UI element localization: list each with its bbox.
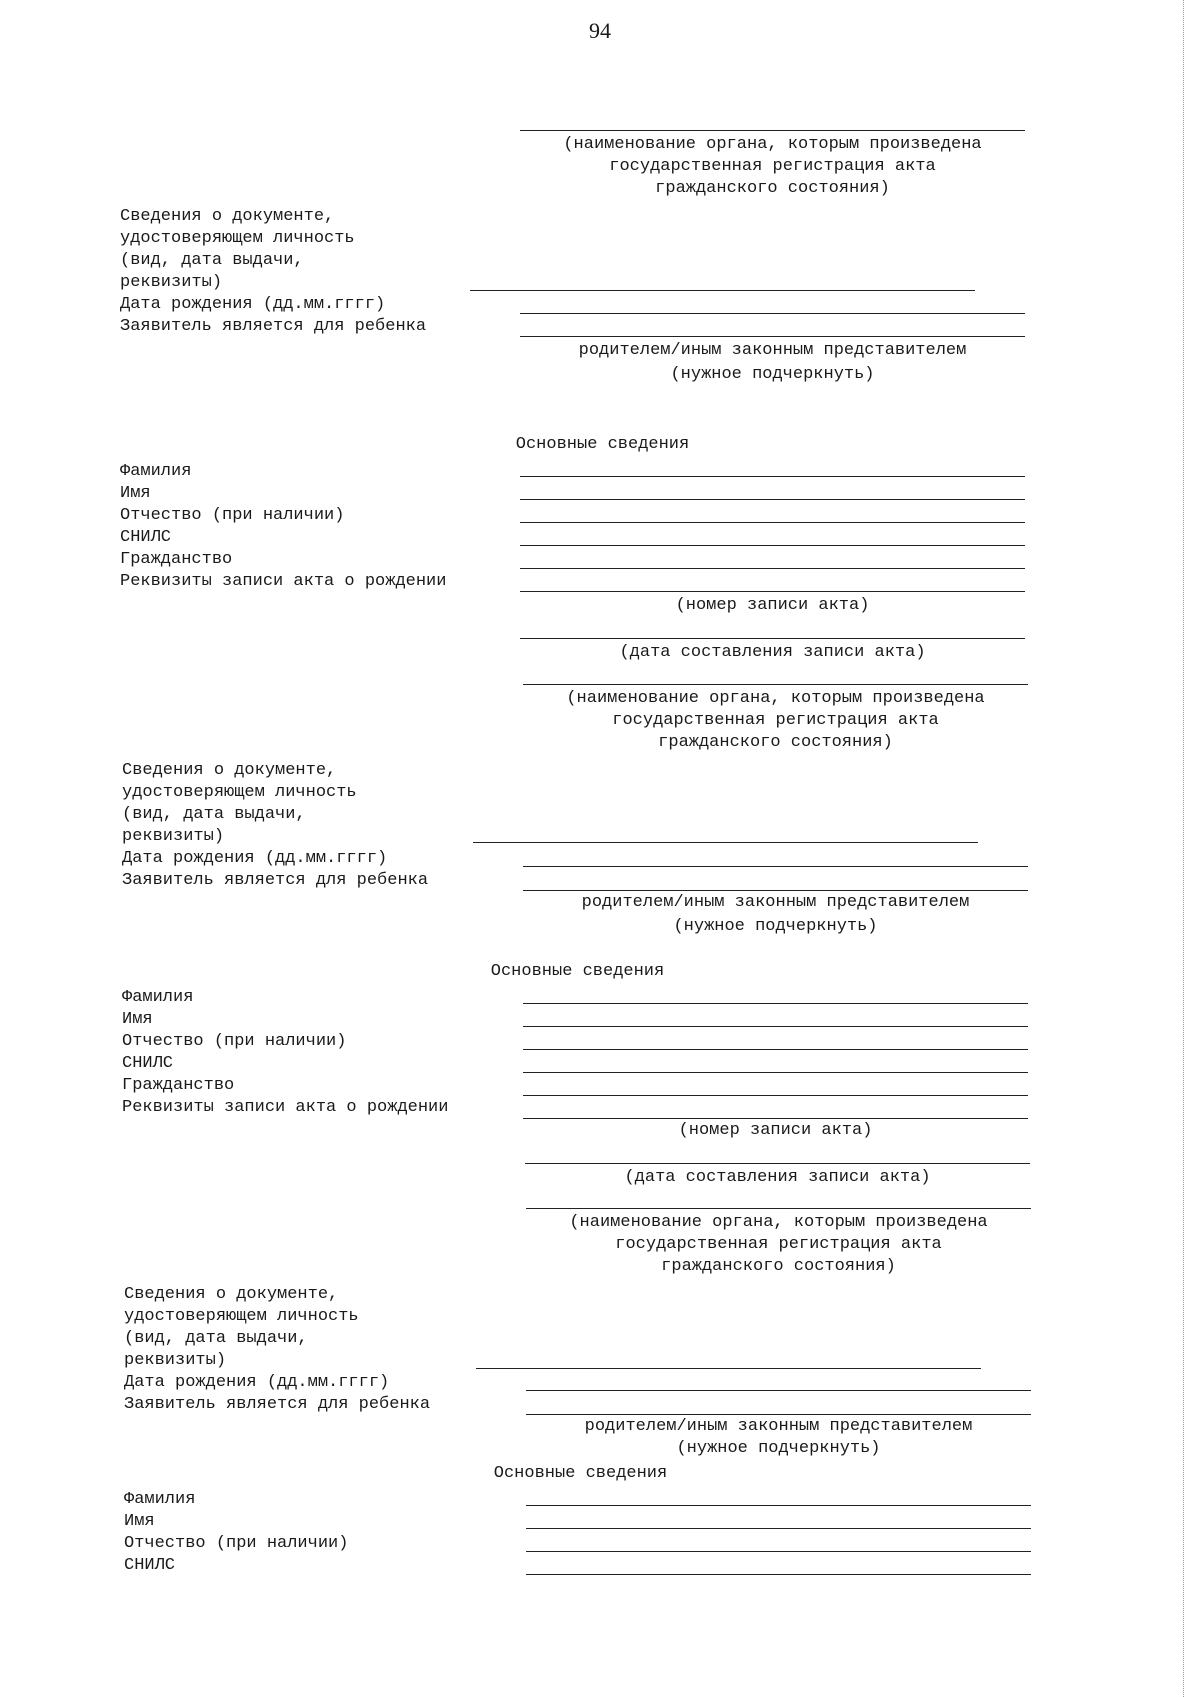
applicant-field[interactable] — [523, 890, 1028, 891]
birth-date-field[interactable] — [520, 313, 1025, 314]
applicant-field[interactable] — [520, 336, 1025, 337]
snils-field[interactable] — [520, 545, 1025, 546]
doc-info-field[interactable] — [470, 290, 975, 291]
surname-label: Фамилия — [124, 1490, 196, 1509]
organ-name-line[interactable] — [526, 1208, 1031, 1209]
organ-caption-line: (наименование органа, которым произведена — [563, 135, 982, 154]
doc-info-label: Сведения о документе, — [122, 761, 337, 780]
snils-label: СНИЛС — [122, 1054, 174, 1073]
name-field[interactable] — [526, 1528, 1031, 1529]
page-edge-shadow — [1183, 0, 1184, 1697]
birth-date-field[interactable] — [526, 1390, 1031, 1391]
name-label: Имя — [124, 1512, 155, 1531]
parent-caption: родителем/иным законным представителем — [578, 341, 967, 360]
name-label: Имя — [122, 1010, 153, 1029]
parent-caption: родителем/иным законным представителем — [584, 1417, 973, 1436]
patronymic-label: Отчество (при наличии) — [124, 1534, 349, 1553]
doc-info-label: удостоверяющем личность — [124, 1307, 359, 1326]
birth-date-field[interactable] — [523, 866, 1028, 867]
name-field[interactable] — [520, 499, 1025, 500]
citizenship-field[interactable] — [523, 1095, 1028, 1096]
patronymic-field[interactable] — [523, 1049, 1028, 1050]
page-number: 94 — [589, 18, 611, 43]
doc-info-label: (вид, дата выдачи, — [120, 251, 304, 270]
surname-label: Фамилия — [122, 988, 194, 1007]
applicant-label: Заявитель является для ребенка — [120, 317, 427, 336]
organ-caption-line: государственная регистрация акта — [615, 1235, 942, 1254]
snils-label: СНИЛС — [120, 528, 172, 547]
name-field[interactable] — [523, 1026, 1028, 1027]
parent-caption: родителем/иным законным представителем — [581, 893, 970, 912]
record-date-field[interactable] — [520, 638, 1025, 639]
surname-label: Фамилия — [120, 462, 192, 481]
birth-date-label: Дата рождения (дд.мм.гггг) — [122, 849, 388, 868]
doc-info-label: реквизиты) — [120, 273, 223, 292]
patronymic-label: Отчество (при наличии) — [122, 1032, 347, 1051]
surname-field[interactable] — [520, 476, 1025, 477]
citizenship-field[interactable] — [520, 568, 1025, 569]
organ-name-line[interactable] — [523, 684, 1028, 685]
record-date-caption: (дата составления записи акта) — [624, 1168, 931, 1187]
doc-info-label: удостоверяющем личность — [122, 783, 357, 802]
record-date-caption: (дата составления записи акта) — [619, 643, 926, 662]
citizenship-label: Гражданство — [122, 1076, 235, 1095]
doc-info-field[interactable] — [476, 1368, 981, 1369]
doc-info-label: удостоверяющем личность — [120, 229, 355, 248]
record-number-caption: (номер записи акта) — [675, 596, 870, 615]
citizenship-label: Гражданство — [120, 550, 233, 569]
record-number-field[interactable] — [523, 1118, 1028, 1119]
snils-field[interactable] — [526, 1574, 1031, 1575]
doc-info-label: Сведения о документе, — [120, 207, 335, 226]
name-label: Имя — [120, 484, 151, 503]
doc-info-label: (вид, дата выдачи, — [124, 1329, 308, 1348]
snils-label: СНИЛС — [124, 1556, 176, 1575]
parent-caption-note: (нужное подчеркнуть) — [676, 1439, 881, 1458]
applicant-label: Заявитель является для ребенка — [124, 1395, 431, 1414]
parent-caption-note: (нужное подчеркнуть) — [670, 365, 875, 384]
surname-field[interactable] — [526, 1505, 1031, 1506]
doc-info-label: реквизиты) — [124, 1351, 227, 1370]
organ-caption-line: гражданского состояния) — [658, 733, 893, 752]
organ-caption-line: государственная регистрация акта — [609, 157, 936, 176]
patronymic-field[interactable] — [520, 522, 1025, 523]
organ-caption-line: (наименование органа, которым произведена — [569, 1213, 988, 1232]
applicant-label: Заявитель является для ребенка — [122, 871, 429, 890]
basic-info-heading: Основные сведения — [493, 1464, 668, 1483]
organ-caption-line: (наименование органа, которым произведена — [566, 689, 985, 708]
snils-field[interactable] — [523, 1072, 1028, 1073]
patronymic-field[interactable] — [526, 1551, 1031, 1552]
basic-info-heading: Основные сведения — [490, 962, 665, 981]
organ-caption-line: государственная регистрация акта — [612, 711, 939, 730]
patronymic-label: Отчество (при наличии) — [120, 506, 345, 525]
record-number-field[interactable] — [520, 591, 1025, 592]
birth-date-label: Дата рождения (дд.мм.гггг) — [124, 1373, 390, 1392]
birth-date-label: Дата рождения (дд.мм.гггг) — [120, 295, 386, 314]
organ-caption-line: гражданского состояния) — [661, 1257, 896, 1276]
record-number-caption: (номер записи акта) — [678, 1121, 873, 1140]
organ-caption-line: гражданского состояния) — [655, 179, 890, 198]
basic-info-heading: Основные сведения — [515, 435, 690, 454]
organ-name-line[interactable] — [520, 130, 1025, 131]
doc-info-field[interactable] — [473, 842, 978, 843]
doc-info-label: реквизиты) — [122, 827, 225, 846]
applicant-field[interactable] — [526, 1414, 1031, 1415]
doc-info-label: Сведения о документе, — [124, 1285, 339, 1304]
parent-caption-note: (нужное подчеркнуть) — [673, 917, 878, 936]
record-date-field[interactable] — [525, 1163, 1030, 1164]
surname-field[interactable] — [523, 1003, 1028, 1004]
birth-record-label: Реквизиты записи акта о рождении — [120, 572, 447, 591]
doc-info-label: (вид, дата выдачи, — [122, 805, 306, 824]
birth-record-label: Реквизиты записи акта о рождении — [122, 1098, 449, 1117]
